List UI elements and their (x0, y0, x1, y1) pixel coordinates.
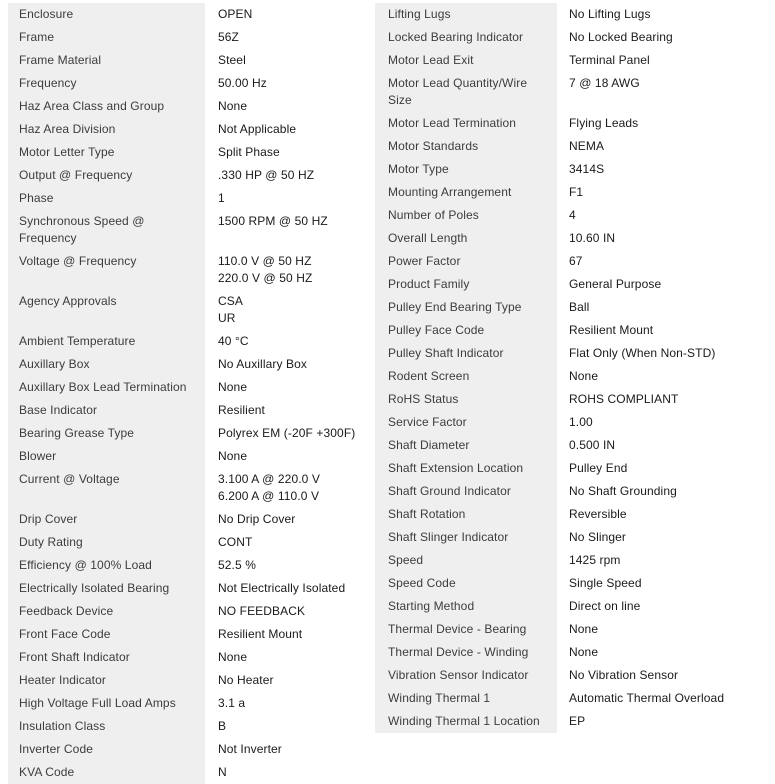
spec-row (375, 411, 770, 434)
spec-value (557, 250, 770, 273)
spec-value-line: Not Applicable (218, 122, 297, 136)
spec-label: Winding Thermal 1 Location (375, 710, 557, 733)
spec-value-line: 7 @ 18 AWG (569, 76, 640, 90)
spec-row (375, 526, 770, 549)
spec-row (375, 503, 770, 526)
spec-row (8, 210, 368, 250)
spec-label: Locked Bearing Indicator (375, 26, 557, 49)
spec-row (8, 531, 368, 554)
spec-value (205, 508, 368, 531)
spec-value-line: Pulley End (569, 461, 628, 475)
spec-label: Current @ Voltage (8, 468, 205, 508)
spec-label: Lifting Lugs (375, 3, 557, 26)
spec-value (205, 468, 368, 508)
spec-value (557, 365, 770, 388)
spec-row (8, 646, 368, 669)
spec-value-line: Flying Leads (569, 116, 639, 130)
spec-value (205, 118, 368, 141)
spec-row (375, 365, 770, 388)
spec-row (375, 158, 770, 181)
spec-row (375, 618, 770, 641)
spec-value (205, 26, 368, 49)
spec-value (557, 503, 770, 526)
spec-row (8, 141, 368, 164)
spec-value-line: NEMA (569, 139, 605, 153)
spec-label: Front Face Code (8, 623, 205, 646)
spec-table-left (8, 3, 368, 784)
spec-label: Output @ Frequency (8, 164, 205, 187)
spec-label: Enclosure (8, 3, 205, 26)
spec-label: Overall Length (375, 227, 557, 250)
spec-value (205, 49, 368, 72)
spec-label: Speed Code (375, 572, 557, 595)
spec-label: KVA Code (8, 761, 205, 784)
spec-value-line: Terminal Panel (569, 53, 650, 67)
spec-value (205, 250, 368, 290)
spec-label: Product Family (375, 273, 557, 296)
spec-row (8, 600, 368, 623)
spec-value (557, 296, 770, 319)
spec-value-line: No Drip Cover (218, 512, 296, 526)
spec-value (205, 669, 368, 692)
spec-value-line: None (218, 380, 248, 394)
spec-value (205, 376, 368, 399)
spec-value-line: Split Phase (218, 145, 280, 159)
spec-value (205, 422, 368, 445)
spec-value (557, 135, 770, 158)
spec-label: Shaft Diameter (375, 434, 557, 457)
spec-value (205, 554, 368, 577)
spec-label: Shaft Ground Indicator (375, 480, 557, 503)
spec-value-line: None (569, 645, 599, 659)
spec-row (375, 572, 770, 595)
spec-value (557, 388, 770, 411)
spec-row (8, 95, 368, 118)
spec-row (8, 353, 368, 376)
spec-value (557, 411, 770, 434)
spec-value (557, 112, 770, 135)
spec-value (557, 181, 770, 204)
spec-label: Voltage @ Frequency (8, 250, 205, 290)
spec-value-line: 1500 RPM @ 50 HZ (218, 214, 328, 228)
spec-row (375, 250, 770, 273)
spec-value-line: 0.500 IN (569, 438, 616, 452)
spec-label: Electrically Isolated Bearing (8, 577, 205, 600)
spec-row (375, 549, 770, 572)
spec-value (205, 210, 368, 250)
spec-value (205, 531, 368, 554)
spec-value (557, 434, 770, 457)
spec-row (375, 49, 770, 72)
spec-value (205, 577, 368, 600)
spec-value-line: None (218, 650, 248, 664)
spec-row (8, 164, 368, 187)
spec-value-line: Resilient (218, 403, 265, 417)
spec-value-line: 52.5 % (218, 558, 256, 572)
spec-value (557, 204, 770, 227)
spec-value-line: 6.200 A @ 110.0 V (218, 489, 320, 503)
spec-value-line: OPEN (218, 7, 253, 21)
spec-value-line: 3.1 a (218, 696, 246, 710)
spec-row (375, 112, 770, 135)
spec-value-line: No Vibration Sensor (569, 668, 679, 682)
spec-value-line: No Heater (218, 673, 274, 687)
spec-row (375, 664, 770, 687)
spec-label: Synchronous Speed @ Frequency (8, 210, 205, 250)
spec-label: Insulation Class (8, 715, 205, 738)
spec-value-line: 1425 rpm (569, 553, 621, 567)
spec-label: Frame (8, 26, 205, 49)
spec-value (557, 457, 770, 480)
spec-label: Service Factor (375, 411, 557, 434)
spec-value-line: 4 (569, 208, 576, 222)
spec-value (557, 72, 770, 112)
spec-table-right (375, 3, 770, 733)
spec-label: Feedback Device (8, 600, 205, 623)
spec-value-line: Flat Only (When Non-STD) (569, 346, 716, 360)
spec-value-line: 3414S (569, 162, 605, 176)
spec-value-line: ROHS COMPLIANT (569, 392, 679, 406)
spec-value (557, 273, 770, 296)
spec-row (8, 72, 368, 95)
spec-value-line: 40 °C (218, 334, 249, 348)
spec-value-line: 56Z (218, 30, 239, 44)
spec-row (8, 669, 368, 692)
spec-label: Efficiency @ 100% Load (8, 554, 205, 577)
spec-row (8, 445, 368, 468)
spec-row (375, 457, 770, 480)
spec-row (375, 342, 770, 365)
spec-row (8, 330, 368, 353)
spec-label: Agency Approvals (8, 290, 205, 330)
spec-value-line: 1.00 (569, 415, 593, 429)
spec-value (557, 710, 770, 733)
spec-value (205, 290, 368, 330)
spec-label: Shaft Extension Location (375, 457, 557, 480)
spec-value (205, 95, 368, 118)
spec-value (557, 618, 770, 641)
spec-label: Thermal Device - Bearing (375, 618, 557, 641)
spec-row (8, 399, 368, 422)
spec-value (557, 480, 770, 503)
spec-value-line: Automatic Thermal Overload (569, 691, 725, 705)
spec-row (8, 49, 368, 72)
spec-row (375, 3, 770, 26)
spec-value-line: General Purpose (569, 277, 662, 291)
spec-value-line: F1 (569, 185, 584, 199)
spec-label: Thermal Device - Winding (375, 641, 557, 664)
spec-label: Winding Thermal 1 (375, 687, 557, 710)
spec-value-line: 110.0 V @ 50 HZ (218, 254, 312, 268)
spec-row (375, 388, 770, 411)
spec-label: Mounting Arrangement (375, 181, 557, 204)
spec-row (8, 623, 368, 646)
spec-label: Motor Type (375, 158, 557, 181)
spec-value (205, 3, 368, 26)
spec-label: Auxillary Box (8, 353, 205, 376)
spec-value (557, 687, 770, 710)
spec-value-line: NO FEEDBACK (218, 604, 306, 618)
spec-label: Drip Cover (8, 508, 205, 531)
spec-label: Auxillary Box Lead Termination (8, 376, 205, 399)
spec-value (557, 572, 770, 595)
spec-value-line: 67 (569, 254, 583, 268)
spec-label: Ambient Temperature (8, 330, 205, 353)
spec-row (8, 376, 368, 399)
spec-label: Motor Lead Quantity/Wire Size (375, 72, 557, 112)
spec-row (375, 434, 770, 457)
spec-value-line: CSA (218, 294, 243, 308)
spec-value-line: Single Speed (569, 576, 642, 590)
spec-value-line: Ball (569, 300, 590, 314)
spec-label: Frequency (8, 72, 205, 95)
spec-row (375, 26, 770, 49)
spec-row (8, 468, 368, 508)
spec-value (205, 399, 368, 422)
spec-row (8, 187, 368, 210)
spec-label: Heater Indicator (8, 669, 205, 692)
spec-row (375, 273, 770, 296)
spec-label: Motor Letter Type (8, 141, 205, 164)
spec-row (8, 422, 368, 445)
spec-value-line: Direct on line (569, 599, 641, 613)
spec-value (205, 164, 368, 187)
spec-row (375, 641, 770, 664)
spec-value (557, 227, 770, 250)
spec-value (205, 141, 368, 164)
spec-value (557, 319, 770, 342)
spec-value-line: Resilient Mount (218, 627, 303, 641)
spec-row (8, 715, 368, 738)
spec-value (205, 187, 368, 210)
spec-value-line: 1 (218, 191, 225, 205)
spec-value (205, 761, 368, 784)
spec-label: Phase (8, 187, 205, 210)
spec-value (557, 595, 770, 618)
spec-row (8, 250, 368, 290)
spec-value-line: Not Electrically Isolated (218, 581, 346, 595)
spec-label: Starting Method (375, 595, 557, 618)
spec-value-line: No Slinger (569, 530, 627, 544)
spec-row (375, 204, 770, 227)
spec-label: Base Indicator (8, 399, 205, 422)
spec-value-line: 3.100 A @ 220.0 V (218, 472, 320, 486)
spec-label: Pulley End Bearing Type (375, 296, 557, 319)
spec-value (557, 158, 770, 181)
spec-value-line: UR (218, 311, 236, 325)
spec-label: Motor Standards (375, 135, 557, 158)
spec-value-line: N (218, 765, 227, 779)
spec-row (375, 687, 770, 710)
spec-value-line: Reversible (569, 507, 627, 521)
spec-value (205, 330, 368, 353)
spec-value-line: 10.60 IN (569, 231, 616, 245)
spec-row (8, 290, 368, 330)
spec-value-line: No Locked Bearing (569, 30, 673, 44)
spec-row (8, 738, 368, 761)
spec-row (8, 118, 368, 141)
spec-value (205, 353, 368, 376)
spec-label: Motor Lead Exit (375, 49, 557, 72)
spec-label: High Voltage Full Load Amps (8, 692, 205, 715)
spec-label: Power Factor (375, 250, 557, 273)
spec-value-line: CONT (218, 535, 253, 549)
spec-label: Motor Lead Termination (375, 112, 557, 135)
spec-label: Duty Rating (8, 531, 205, 554)
spec-row (375, 319, 770, 342)
spec-row (8, 554, 368, 577)
spec-row (8, 761, 368, 784)
spec-row (8, 508, 368, 531)
spec-value (557, 342, 770, 365)
spec-value (557, 549, 770, 572)
spec-label: Inverter Code (8, 738, 205, 761)
spec-value (557, 641, 770, 664)
spec-value-line: None (569, 622, 599, 636)
spec-label: Blower (8, 445, 205, 468)
spec-value-line: No Lifting Lugs (569, 7, 651, 21)
spec-row (375, 227, 770, 250)
spec-row (375, 181, 770, 204)
spec-label: Speed (375, 549, 557, 572)
spec-value-line: B (218, 719, 227, 733)
spec-label: RoHS Status (375, 388, 557, 411)
spec-value-line: None (218, 449, 248, 463)
spec-value (205, 646, 368, 669)
spec-value-line: Steel (218, 53, 246, 67)
spec-value (557, 664, 770, 687)
spec-row (8, 692, 368, 715)
spec-value-line: Resilient Mount (569, 323, 654, 337)
spec-row (375, 710, 770, 733)
spec-value (205, 692, 368, 715)
spec-label: Pulley Shaft Indicator (375, 342, 557, 365)
spec-value (205, 445, 368, 468)
spec-value (205, 623, 368, 646)
spec-label: Haz Area Division (8, 118, 205, 141)
spec-value-line: EP (569, 714, 586, 728)
spec-label: Number of Poles (375, 204, 557, 227)
spec-label: Vibration Sensor Indicator (375, 664, 557, 687)
spec-value (205, 738, 368, 761)
spec-value-line: Polyrex EM (-20F +300F) (218, 426, 356, 440)
spec-label: Shaft Rotation (375, 503, 557, 526)
spec-value (557, 49, 770, 72)
spec-label: Frame Material (8, 49, 205, 72)
spec-value (557, 26, 770, 49)
spec-row (375, 72, 770, 112)
spec-value (205, 600, 368, 623)
spec-row (8, 3, 368, 26)
spec-value-line: Not Inverter (218, 742, 282, 756)
spec-value (557, 526, 770, 549)
spec-row (8, 26, 368, 49)
spec-row (375, 595, 770, 618)
spec-label: Rodent Screen (375, 365, 557, 388)
spec-row (375, 480, 770, 503)
spec-label: Front Shaft Indicator (8, 646, 205, 669)
spec-row (8, 577, 368, 600)
spec-value (205, 715, 368, 738)
spec-value-line: 220.0 V @ 50 HZ (218, 271, 313, 285)
spec-row (375, 135, 770, 158)
spec-row (375, 296, 770, 319)
spec-value-line: None (218, 99, 248, 113)
spec-value (205, 72, 368, 95)
spec-label: Pulley Face Code (375, 319, 557, 342)
spec-value (557, 3, 770, 26)
spec-value-line: None (569, 369, 599, 383)
spec-label: Bearing Grease Type (8, 422, 205, 445)
spec-label: Haz Area Class and Group (8, 95, 205, 118)
spec-value-line: No Auxillary Box (218, 357, 307, 371)
spec-label: Shaft Slinger Indicator (375, 526, 557, 549)
spec-value-line: .330 HP @ 50 HZ (218, 168, 315, 182)
spec-value-line: No Shaft Grounding (569, 484, 677, 498)
spec-value-line: 50.00 Hz (218, 76, 267, 90)
